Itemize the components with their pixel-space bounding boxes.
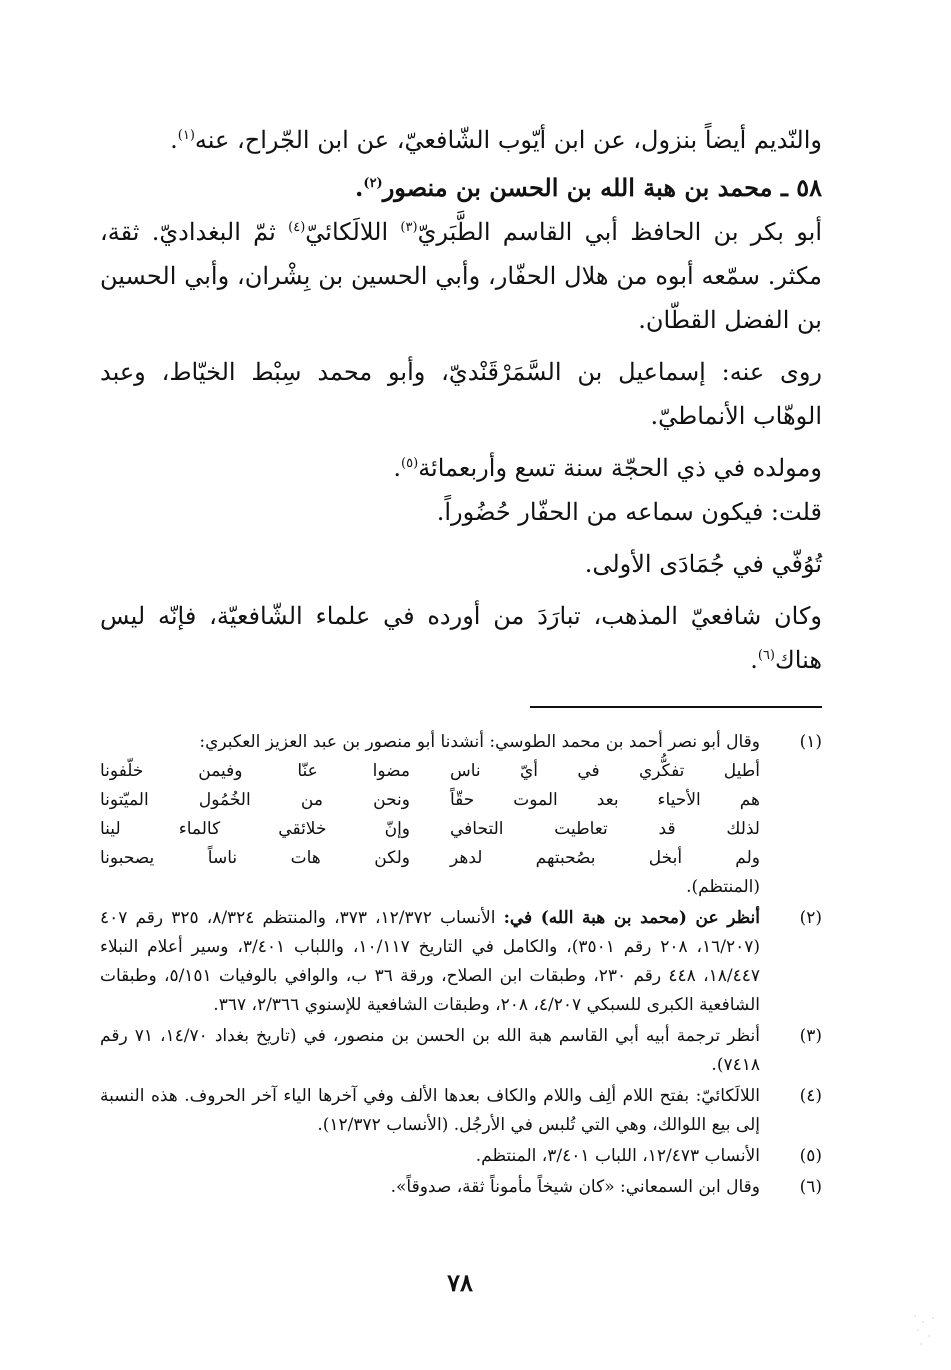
footnote-ref[interactable]: (٣) [400, 220, 418, 235]
footnote-text: الأنساب ١٢/٣٧٢، ٣٧٣، والمنتظم ٨/٣٢٤، ٣٢٥ رقم ٤٠٧ (١٦/٢٠٧، ٢٠٨ رقم ٣٥٠١)، والكامل في التاريخ ١٠/١١٧، واللباب ٣/٤٠١، وسير أعلام النبلاء ١٨/٤٤٧، ٤٤٨ رقم ٢٣٠، وطبقات ابن الصلاح، ورقة ٣٦ ب، والوافي بالوفيات ٥/١٥١، وطبقات الشافعية الكبرى للسبكي ٤/٢٠٧، ٢٠٨، وطبقات الشافعية للإسنوي ٢/٣٦٦، ٣٦٧. [100, 908, 761, 1015]
footnote-intro: وقال أبو نصر أحمد بن محمد الطوسي: أنشدنا أبو منصور بن عبد العزيز العكبري: [199, 732, 760, 752]
paragraph-note: قلت: فيكون سماعه من الحفّار حُضُوراً. [436, 498, 822, 526]
main-text [100, 118, 822, 682]
footnote-4 [100, 1082, 822, 1140]
paragraph-text: اللالَكائيّ [305, 218, 401, 246]
paragraph-biography [100, 210, 822, 342]
poem-verse-first-half: أطيل تفكُّري في أيّ ناس [450, 761, 760, 781]
footnote-text: أنظر ترجمة أبيه أبي القاسم هبة الله بن الحسن بن منصور، في (تاريخ بغداد ١٤/٧٠، ٧١ رقم ٧٤١٨). [100, 1026, 761, 1075]
footnote-ref[interactable]: (٤) [288, 220, 306, 235]
punctuation: . [750, 646, 758, 674]
poem-verse-first-half: لذلك قد تعاطيت التحافي [450, 819, 760, 839]
footnote-lead: أنظر عن (محمد بن هبة الله) في: [503, 908, 760, 928]
footnote-ref[interactable]: (١) [177, 128, 195, 143]
paragraph-text: أبو بكر بن الحافظ أبي القاسم الطَّبَريّ [417, 218, 822, 246]
entry-heading-text: ٥٨ ـ محمد بن هبة الله بن الحسن بن منصور [382, 173, 822, 202]
footnote-number: (١) [799, 732, 822, 752]
footnote-ref[interactable]: (٥) [401, 456, 419, 471]
footnote-ref[interactable]: (٢) [363, 176, 383, 191]
footnote-number: (٥) [799, 1146, 822, 1166]
paragraph-death: تُوُفّي في جُمَادَى الأولى. [584, 550, 822, 578]
footnote-6 [100, 1173, 822, 1202]
paragraph-text: ومولده في ذي الحجّة سنة تسع وأربعمائة [418, 454, 822, 482]
entry-heading [100, 166, 822, 210]
footnote-number: (٢) [799, 908, 822, 928]
poem-verse-first-half: هم الأحياء بعد الموت حقّاً [450, 790, 760, 810]
footnote-number: (٦) [799, 1177, 822, 1197]
scan-noise-mark [909, 1310, 939, 1350]
poem-verse-second-half: ولكن هات ناساً يصحبونا [100, 848, 410, 868]
footnote-text: وقال ابن السمعاني: «كان شيخاً مأموناً ثقة، صدوقاً». [390, 1177, 760, 1197]
poem [100, 757, 760, 873]
footnote-source: (المنتظم). [686, 877, 760, 897]
poem-verse-second-half: وإنّ خلائقي كالماء لينا [100, 819, 410, 839]
paragraph-text: ثمّ البغداديّ. ثقة، مكثر. سمّعه أبوه من هلال الحفّار، وأبي الحسين بن بِشْران، وأبي الحسين بن الفضل القطّان. [100, 218, 822, 334]
paragraph-madhhab [100, 594, 822, 682]
page-number: ٧٨ [447, 1268, 473, 1297]
footnote-text: الأنساب ١٢/٤٧٣، اللباب ٣/٤٠١، المنتظم. [475, 1146, 760, 1166]
poem-verse-first-half: ولم أبخل بصُحبتهم لدهر [450, 848, 760, 868]
footnote-ref[interactable]: (٦) [757, 648, 775, 663]
footnote-body [100, 904, 760, 1020]
paragraph-narrators: روى عنه: إسماعيل بن السَّمَرْقَنْديّ، وأبو محمد سِبْط الخيّاط، وعبد الوهّاب الأنماطيّ. [100, 358, 822, 430]
footnote-number: (٣) [799, 1026, 822, 1046]
footnote-1 [100, 728, 822, 902]
footnote-3 [100, 1022, 822, 1080]
poem-verse-second-half: مضوا عنّا وفيمن خلّفونا [100, 761, 410, 781]
footnote-body [100, 728, 760, 902]
footnote-number: (٤) [799, 1086, 822, 1106]
footnote-separator [530, 706, 822, 708]
paragraph-birth [100, 446, 822, 490]
punctuation: . [393, 454, 402, 482]
footnote-text: اللالَكائيّ: بفتح اللام ألِف واللام والكاف بعدها الألف وفي آخرها الياء آخر الحروف. هذه النسبة إلى بيع اللوالك، وهي التي تُلبس في الأرجُل. (الأنساب ١٢/٣٧٢). [100, 1086, 760, 1135]
paragraph-continuation [100, 118, 822, 162]
footnotes [100, 728, 822, 1204]
footnote-5 [100, 1142, 822, 1171]
poem-verse-second-half: ونحن من الخُمُول الميّتونا [100, 790, 410, 810]
punctuation: . [355, 173, 364, 202]
footnote-2 [100, 904, 822, 1020]
punctuation: . [170, 126, 178, 154]
paragraph-text: وكان شافعيّ المذهب، تبارَدَ من أورده في علماء الشّافعيّة، فإنّه ليس هناك [100, 602, 822, 674]
paragraph-text: والنّديم أيضاً بنزول، عن ابن أيّوب الشّافعيّ، عن ابن الجّراح، عنه [194, 126, 822, 154]
